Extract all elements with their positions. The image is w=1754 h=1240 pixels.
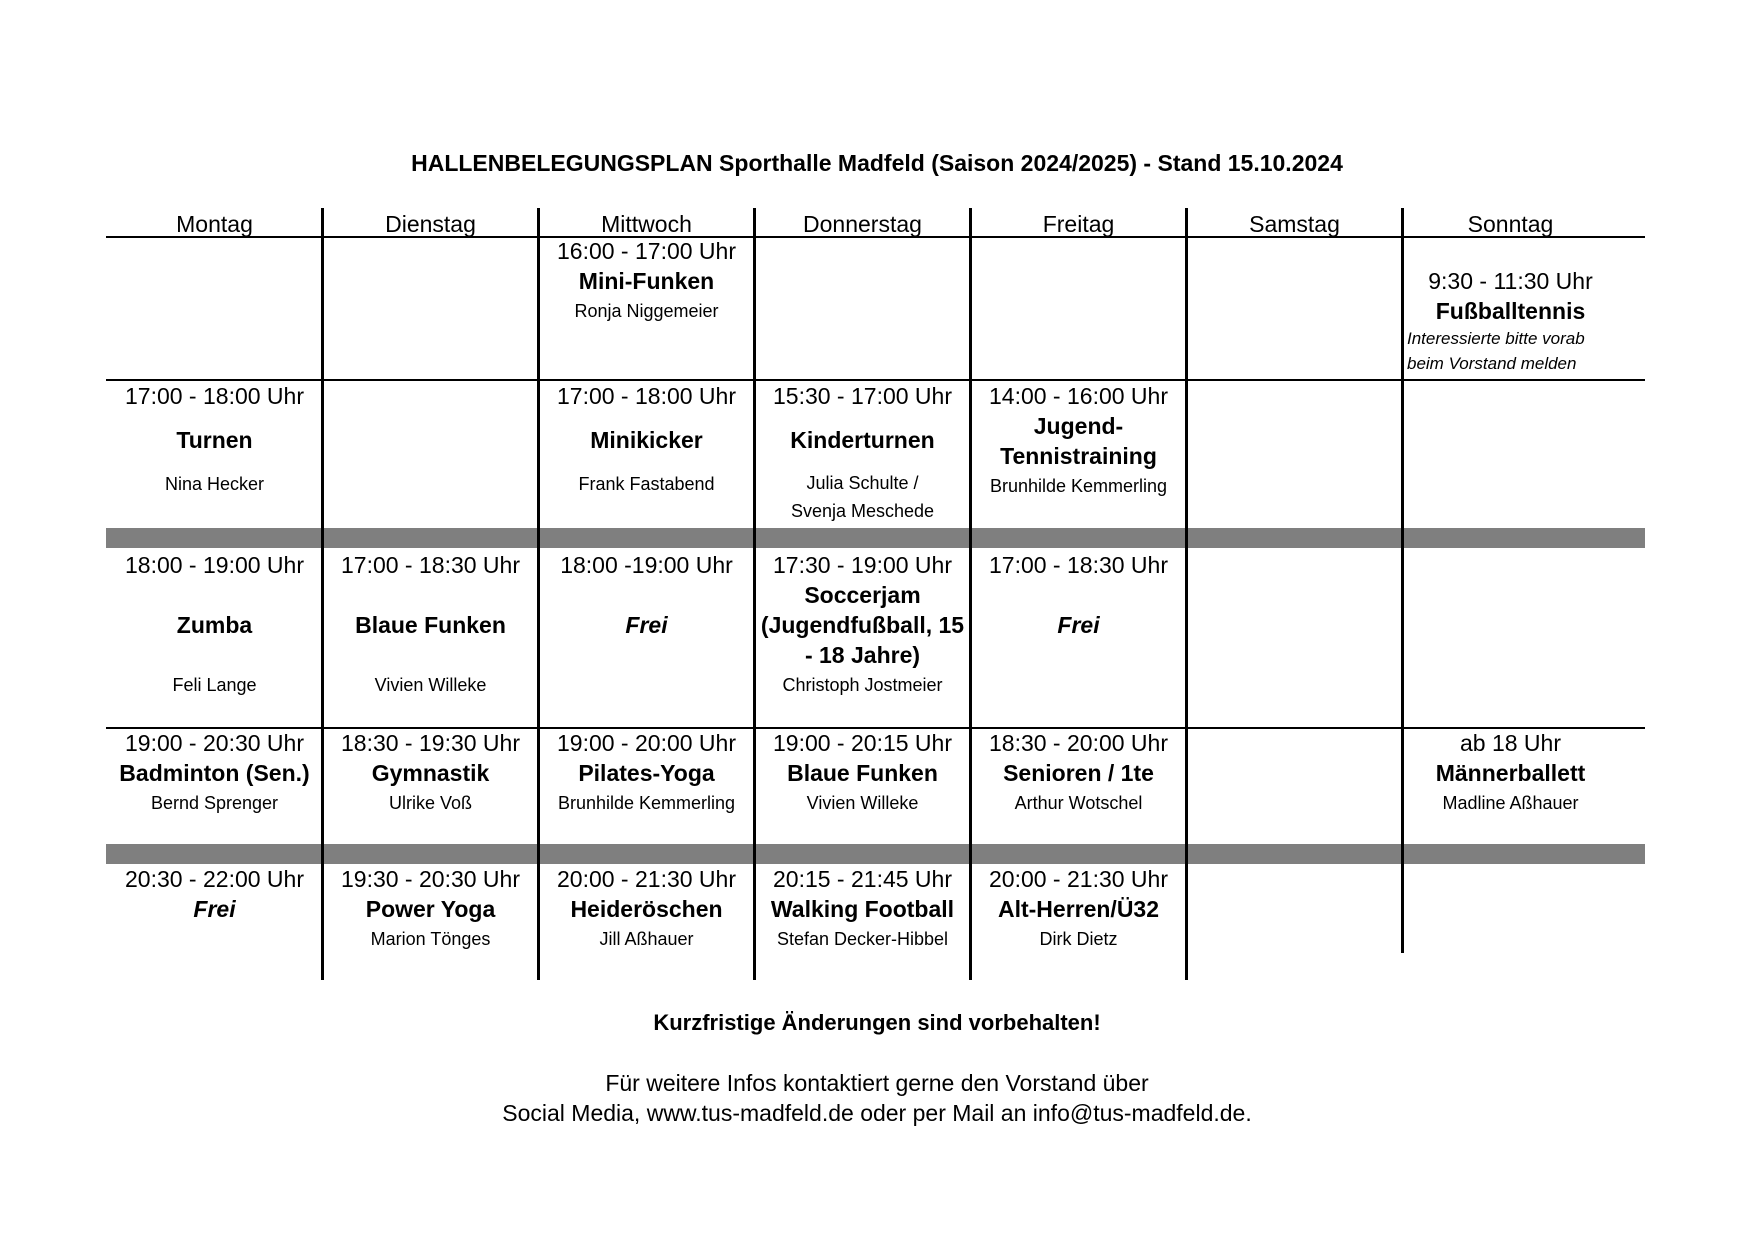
slot-trainer: Marion Tönges [370,929,491,949]
slot-trainer: Dirk Dietz [1039,929,1118,949]
slot-friday-frei [970,550,1187,640]
slot-monday-turnen [106,381,323,499]
slot-time: 20:15 - 21:45 Uhr [772,866,952,892]
slot-trainer: Brunhilde Kemmerling [557,793,736,813]
slot-activity: Frei [193,896,236,922]
separator-band [106,528,1645,548]
slot-monday-frei [106,864,323,924]
slot-time: 17:00 - 18:30 Uhr [340,552,520,578]
slot-trainer: Stefan Decker-Hibbel [776,929,949,949]
slot-time: 18:00 -19:00 Uhr [560,552,733,578]
slot-time: 19:00 - 20:00 Uhr [556,730,736,756]
slot-wednesday-minikicker [538,381,755,499]
slot-time: 17:00 - 18:30 Uhr [988,552,1168,578]
slot-trainer: Feli Lange [172,675,257,695]
slot-activity: Gymnastik [371,760,490,786]
slot-tuesday-gymnastik [322,728,539,818]
slot-activity: Mini-Funken [578,268,715,294]
slot-note: beim Vorstand melden [1407,354,1577,373]
contact-info-line: Für weitere Infos kontaktiert gerne den Vorstand über [605,1070,1149,1096]
slot-trainer: Madline Aßhauer [1442,793,1579,813]
slot-time: 20:00 - 21:30 Uhr [988,866,1168,892]
slot-trainer: Vivien Willeke [806,793,919,813]
slot-sunday-fussballtennis [1402,266,1619,376]
slot-time: 14:00 - 16:00 Uhr [988,383,1168,409]
contact-info [0,1068,1754,1128]
slot-trainer: Christoph Jostmeier [782,675,943,695]
slot-tuesday-power-yoga [322,864,539,954]
slot-activity: Männerballett [1435,760,1586,786]
slot-activity: Tennistraining [1000,443,1157,469]
slot-activity: Minikicker [590,427,703,453]
slot-time: ab 18 Uhr [1459,730,1561,756]
slot-time: 15:30 - 17:00 Uhr [772,383,952,409]
slot-time: 18:30 - 19:30 Uhr [340,730,520,756]
separator-band [106,844,1645,864]
slot-trainer: Julia Schulte / [806,473,919,493]
slot-wednesday-mini-funken [538,236,755,326]
slot-activity: Frei [1057,612,1100,638]
slot-trainer: Nina Hecker [164,474,265,494]
slot-trainer: Brunhilde Kemmerling [989,476,1168,496]
slot-activity: Heideröschen [570,896,723,922]
slot-activity: Fußballtennis [1435,298,1586,324]
slot-activity: Badminton (Sen.) [119,760,310,786]
slot-trainer: Svenja Meschede [790,501,935,521]
slot-wednesday-pilates-yoga [538,728,755,818]
slot-activity: Blaue Funken [355,612,506,638]
slot-activity: Kinderturnen [790,427,935,453]
slot-time: 18:00 - 19:00 Uhr [124,552,304,578]
slot-sunday-maennerballett [1402,728,1619,818]
day-header-sunday: Sonntag [1467,211,1554,237]
slot-monday-badminton [106,728,323,818]
slot-time: 17:30 - 19:00 Uhr [772,552,952,578]
slot-wednesday-heideroeschen [538,864,755,954]
slot-wednesday-frei [538,550,755,640]
day-header-wednesday: Mittwoch [601,211,692,237]
slot-activity: Blaue Funken [787,760,938,786]
slot-friday-jugend-tennistraining [970,381,1187,501]
slot-activity: Walking Football [770,896,955,922]
slot-activity: Senioren / 1te [1003,760,1154,786]
page-title: HALLENBELEGUNGSPLAN Sporthalle Madfeld (Saison 2024/2025) - Stand 15.10.2024 [411,150,1343,176]
slot-time: 17:00 - 18:00 Uhr [124,383,304,409]
slot-activity: Power Yoga [365,896,496,922]
slot-activity: Alt-Herren/Ü32 [997,896,1160,922]
slot-thursday-blaue-funken [754,728,971,818]
slot-trainer: Ulrike Voß [388,793,473,813]
slot-activity: Pilates-Yoga [578,760,715,786]
slot-time: 19:30 - 20:30 Uhr [340,866,520,892]
slot-activity: Soccerjam [804,582,921,608]
slot-trainer: Ronja Niggemeier [574,301,719,321]
schedule-table [106,208,1645,980]
slot-activity: Zumba [176,612,253,638]
slot-time: 17:00 - 18:00 Uhr [556,383,736,409]
slot-time: 19:00 - 20:30 Uhr [124,730,304,756]
slot-trainer: Frank Fastabend [578,474,715,494]
slot-trainer: Arthur Wotschel [1014,793,1143,813]
day-header-saturday: Samstag [1249,211,1340,237]
slot-time: 19:00 - 20:15 Uhr [772,730,952,756]
slot-activity: Jugend- [1033,413,1124,439]
day-header-thursday: Donnerstag [803,211,922,237]
changes-notice: Kurzfristige Änderungen sind vorbehalten! [653,1010,1101,1035]
slot-activity: - 18 Jahre) [804,642,921,668]
slot-tuesday-blaue-funken [322,550,539,700]
slot-activity: (Jugendfußball, 15 [760,612,965,638]
slot-friday-alt-herren [970,864,1187,954]
slot-time: 9:30 - 11:30 Uhr [1428,268,1593,294]
slot-time: 18:30 - 20:00 Uhr [988,730,1168,756]
slot-friday-senioren [970,728,1187,818]
slot-thursday-soccerjam [754,550,971,700]
day-header-monday: Montag [176,211,253,237]
slot-time: 20:00 - 21:30 Uhr [556,866,736,892]
slot-time: 16:00 - 17:00 Uhr [556,238,736,264]
slot-trainer: Jill Aßhauer [599,929,694,949]
slot-trainer: Bernd Sprenger [150,793,279,813]
day-header-tuesday: Dienstag [385,211,476,237]
day-header-friday: Freitag [1042,211,1115,237]
slot-activity: Turnen [176,427,253,453]
slot-note: Interessierte bitte vorab [1407,329,1585,348]
slot-monday-zumba [106,550,323,700]
slot-trainer: Vivien Willeke [374,675,487,695]
contact-info-line: Social Media, www.tus-madfeld.de oder per Mail an info@tus-madfeld.de. [502,1100,1252,1126]
slot-activity: Frei [625,612,668,638]
slot-thursday-kinderturnen [754,381,971,525]
slot-time: 20:30 - 22:00 Uhr [124,866,304,892]
slot-thursday-walking-football [754,864,971,954]
